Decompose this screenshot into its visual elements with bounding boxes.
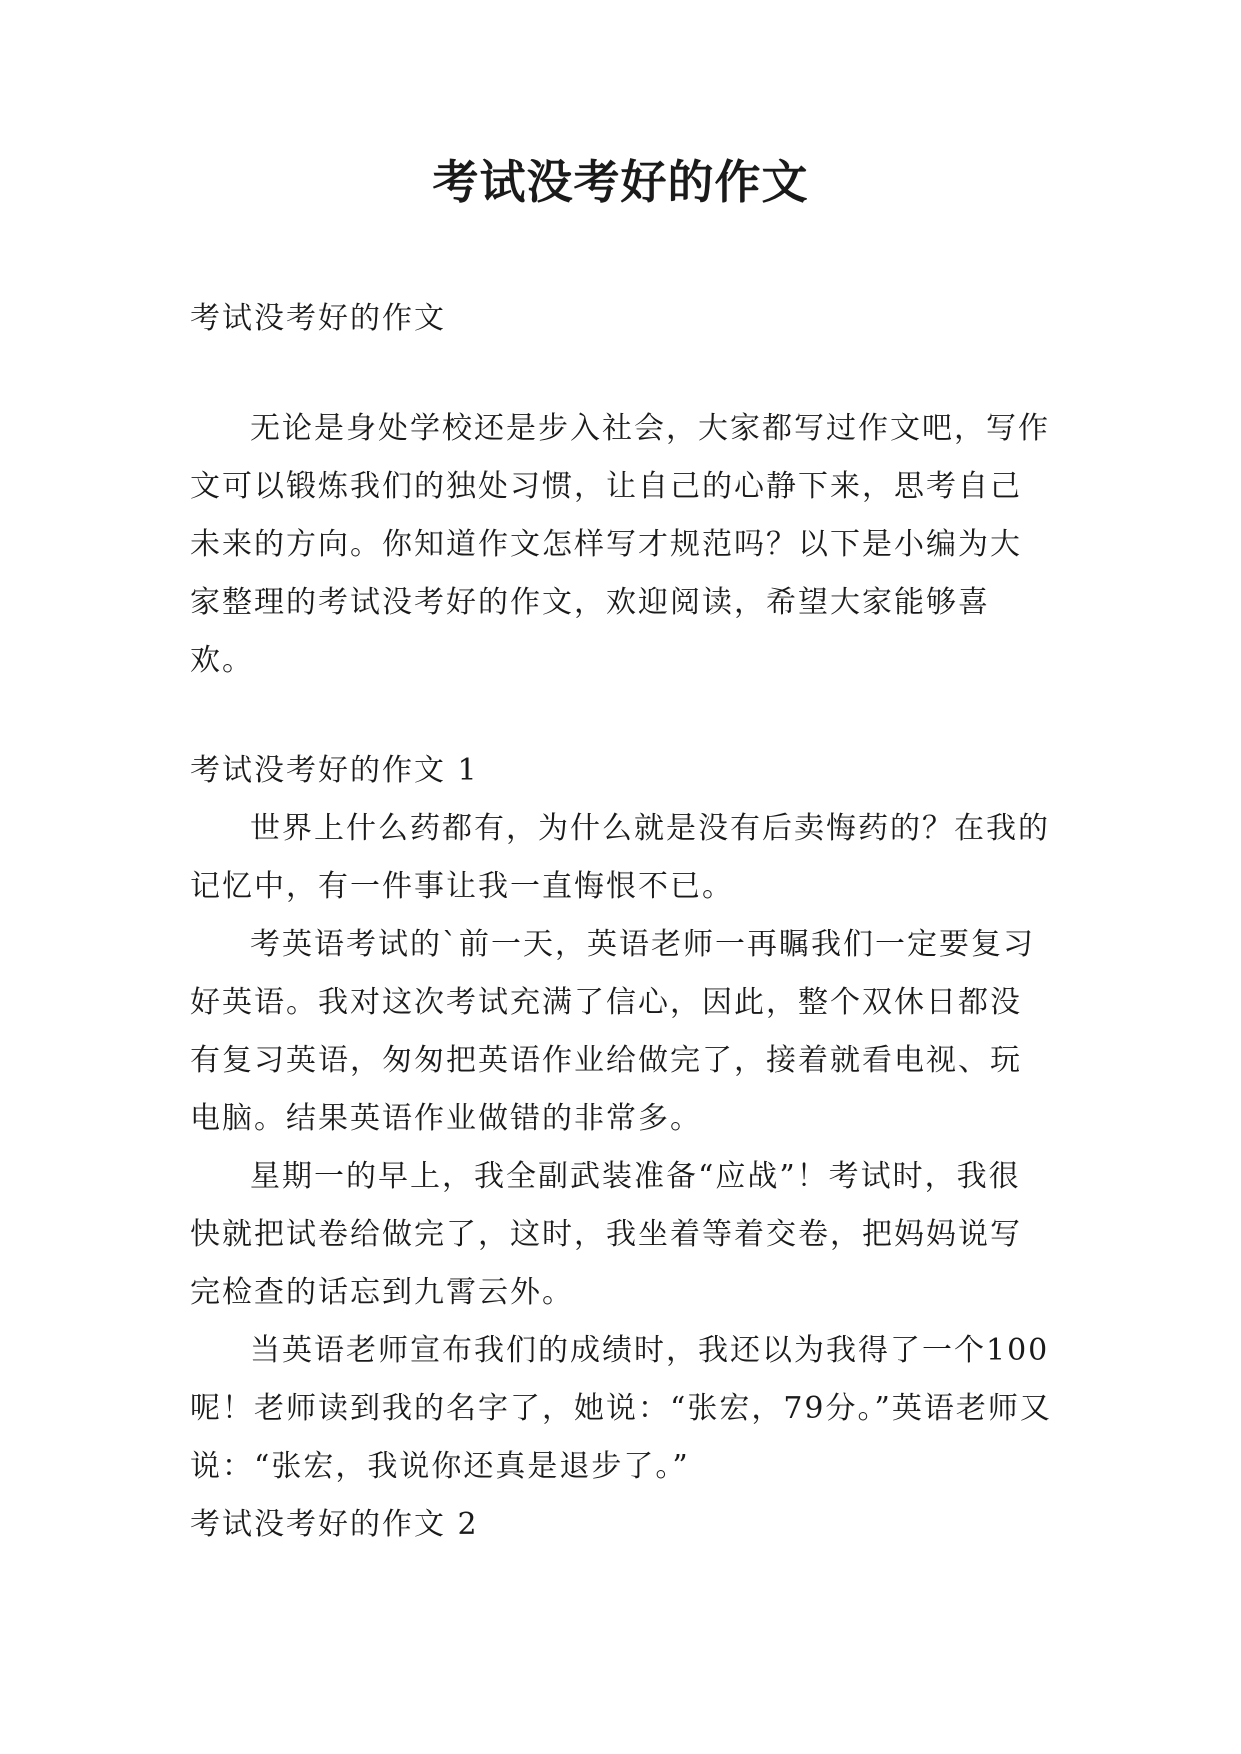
essay-1-paragraph: 世界上什么药都有，为什么就是没有后卖悔药的？在我的记忆中，有一件事让我一直悔恨不已。 xyxy=(190,811,1050,904)
essay-1-heading: 考试没考好的作文 1 xyxy=(190,753,479,788)
intro-paragraph: 无论是身处学校还是步入社会，大家都写过作文吧，写作文可以锻炼我们的独处习惯，让自己的心静下来，思考自己未来的方向。你知道作文怎样写才规范吗？以下是小编为大家整理的考试没考好的作文，欢迎阅读，希望大家能够喜欢。 xyxy=(190,411,1050,678)
spacer xyxy=(190,348,1052,400)
essay-1-paragraph: 考英语考试的`前一天，英语老师一再瞩我们一定要复习好英语。我对这次考试充满了信心，因此，整个双休日都没有复习英语，匆匆把英语作业给做完了，接着就看电视、玩电脑。结果英语作业做错的非常多。 xyxy=(190,927,1035,1136)
document-title: 考试没考好的作文 xyxy=(432,155,809,209)
essay-1-paragraph: 当英语老师宣布我们的成绩时，我还以为我得了一个100呢！老师读到我的名字了，她说：“张宏，79分。”英语老师又说：“张宏，我说你还真是退步了。” xyxy=(190,1333,1052,1484)
document-body xyxy=(190,290,1052,1554)
essay-2-heading: 考试没考好的作文 2 xyxy=(190,1507,479,1542)
essay-1-paragraph: 星期一的早上，我全副武装准备“应战”！考试时，我很快就把试卷给做完了，这时，我坐着等着交卷，把妈妈说写完检查的话忘到九霄云外。 xyxy=(190,1159,1022,1310)
document-subtitle: 考试没考好的作文 xyxy=(190,301,446,336)
spacer xyxy=(190,690,1052,742)
